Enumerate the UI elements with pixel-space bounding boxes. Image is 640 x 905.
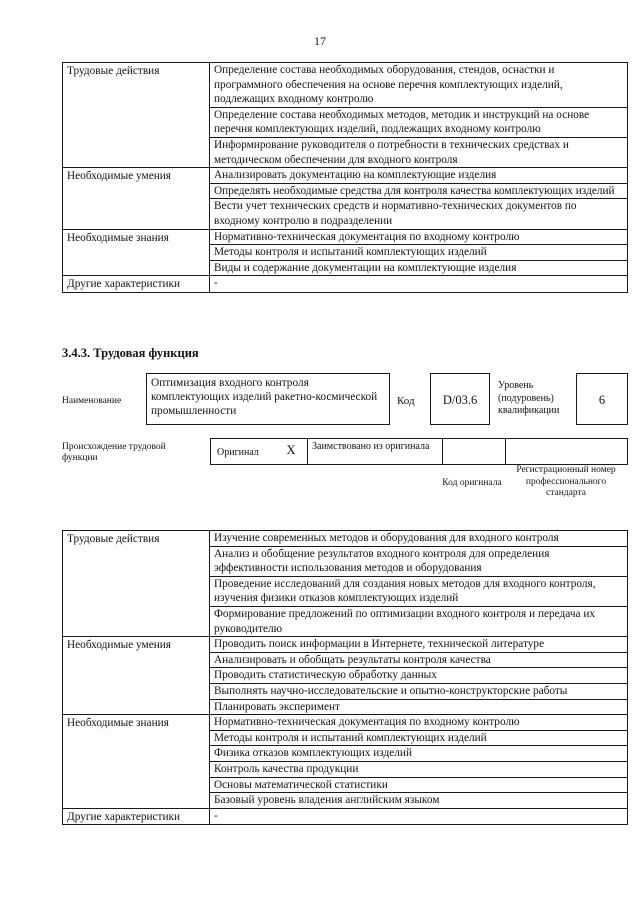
item-cell: Изучение современных методов и оборудования для входного контроля xyxy=(210,531,628,547)
table-row xyxy=(63,276,628,293)
code-value: D/03.6 xyxy=(442,393,478,407)
name-label: Наименование xyxy=(62,396,122,406)
item-cell: - xyxy=(210,808,628,825)
item-cell: Формирование предложений по оптимизации входного контроля и передача их руководителю xyxy=(210,606,628,636)
item-cell: Определение состава необходимых оборудования, стендов, оснастки и программного обеспечения на основе перечня комплектующих изделий, подлежащих входному контролю xyxy=(210,63,628,108)
category-cell: Необходимые знания xyxy=(63,229,210,276)
item-cell: Информирование руководителя о потребности в технических средствах и методическом обеспечении для входного контроля xyxy=(210,137,628,167)
item-cell: Анализ и обобщение результатов входного контроля для определения эффективности использования методов и оборудования xyxy=(210,546,628,576)
item-cell: Анализировать документацию на комплектующие изделия xyxy=(210,168,628,184)
item-cell: Контроль качества продукции xyxy=(210,761,628,777)
category-cell: Другие характеристики xyxy=(63,276,210,293)
item-cell: Выполнять научно-исследовательские и опытно-конструкторские работы xyxy=(210,683,628,699)
table-row xyxy=(63,715,628,731)
item-cell: Проводить поиск информации в Интернете, технической литературе xyxy=(210,637,628,653)
code-label: Код xyxy=(397,395,415,407)
section-title: 3.4.3. Трудовая функция xyxy=(62,346,199,360)
item-cell: Планировать эксперимент xyxy=(210,699,628,715)
table-row xyxy=(63,229,628,245)
item-cell: Методы контроля и испытаний комплектующих изделий xyxy=(210,730,628,746)
original-mark: X xyxy=(286,443,296,457)
item-cell: Базовый уровень владения английским языком xyxy=(210,793,628,809)
item-cell: Проводить статистическую обработку данных xyxy=(210,668,628,684)
category-cell: Трудовые действия xyxy=(63,63,210,168)
table-row xyxy=(63,808,628,825)
category-cell: Необходимые знания xyxy=(63,715,210,809)
labor-function-table-previous xyxy=(62,62,628,293)
item-cell: Определять необходимые средства для контроля качества комплектующих изделий xyxy=(210,183,628,199)
item-cell: - xyxy=(210,276,628,293)
category-cell: Трудовые действия xyxy=(63,531,210,637)
category-cell: Другие характеристики xyxy=(63,808,210,825)
reg-number-box xyxy=(505,438,628,465)
item-cell: Нормативно-техническая документация по входному контролю xyxy=(210,715,628,731)
item-cell: Проведение исследований для создания новых методов для входного контроля, изучения физики отказов комплектующих изделий xyxy=(210,576,628,606)
item-cell: Вести учет технических средств и нормативно-технических документов по входному контролю в подразделении xyxy=(210,199,628,229)
item-cell: Анализировать и обобщать результаты контроля качества xyxy=(210,652,628,668)
item-cell: Методы контроля и испытаний комплектующих изделий xyxy=(210,245,628,261)
name-value: Оптимизация входного контроля комплектующих изделий ракетно-космической промышленности xyxy=(151,377,378,417)
table-row xyxy=(63,531,628,547)
level-label: Уровень (подуровень) квалификации xyxy=(498,380,560,416)
borrowed-label: Заимствовано из оригинала xyxy=(312,441,430,452)
origin-label: Происхождение трудовой функции xyxy=(62,442,166,463)
original-label: Оригинал xyxy=(217,447,259,458)
item-cell: Основы математической статистики xyxy=(210,777,628,793)
table-row xyxy=(63,637,628,653)
code-original-box xyxy=(442,438,506,465)
category-cell: Необходимые умения xyxy=(63,168,210,229)
item-cell: Виды и содержание документации на комплектующие изделия xyxy=(210,260,628,276)
category-cell: Необходимые умения xyxy=(63,637,210,715)
code-original-label: Код оригинала xyxy=(442,478,502,488)
page-number: 17 xyxy=(314,34,326,48)
table-row xyxy=(63,168,628,184)
labor-function-table-343 xyxy=(62,530,628,825)
item-cell: Нормативно-техническая документация по входному контролю xyxy=(210,229,628,245)
reg-number-label: Регистрационный номер профессионального стандарта xyxy=(516,465,616,498)
level-value: 6 xyxy=(598,393,606,407)
table-row xyxy=(63,63,628,108)
item-cell: Физика отказов комплектующих изделий xyxy=(210,746,628,762)
item-cell: Определение состава необходимых методов, методик и инструкций на основе перечня комплектующих изделий, подлежащих входному контролю xyxy=(210,107,628,137)
